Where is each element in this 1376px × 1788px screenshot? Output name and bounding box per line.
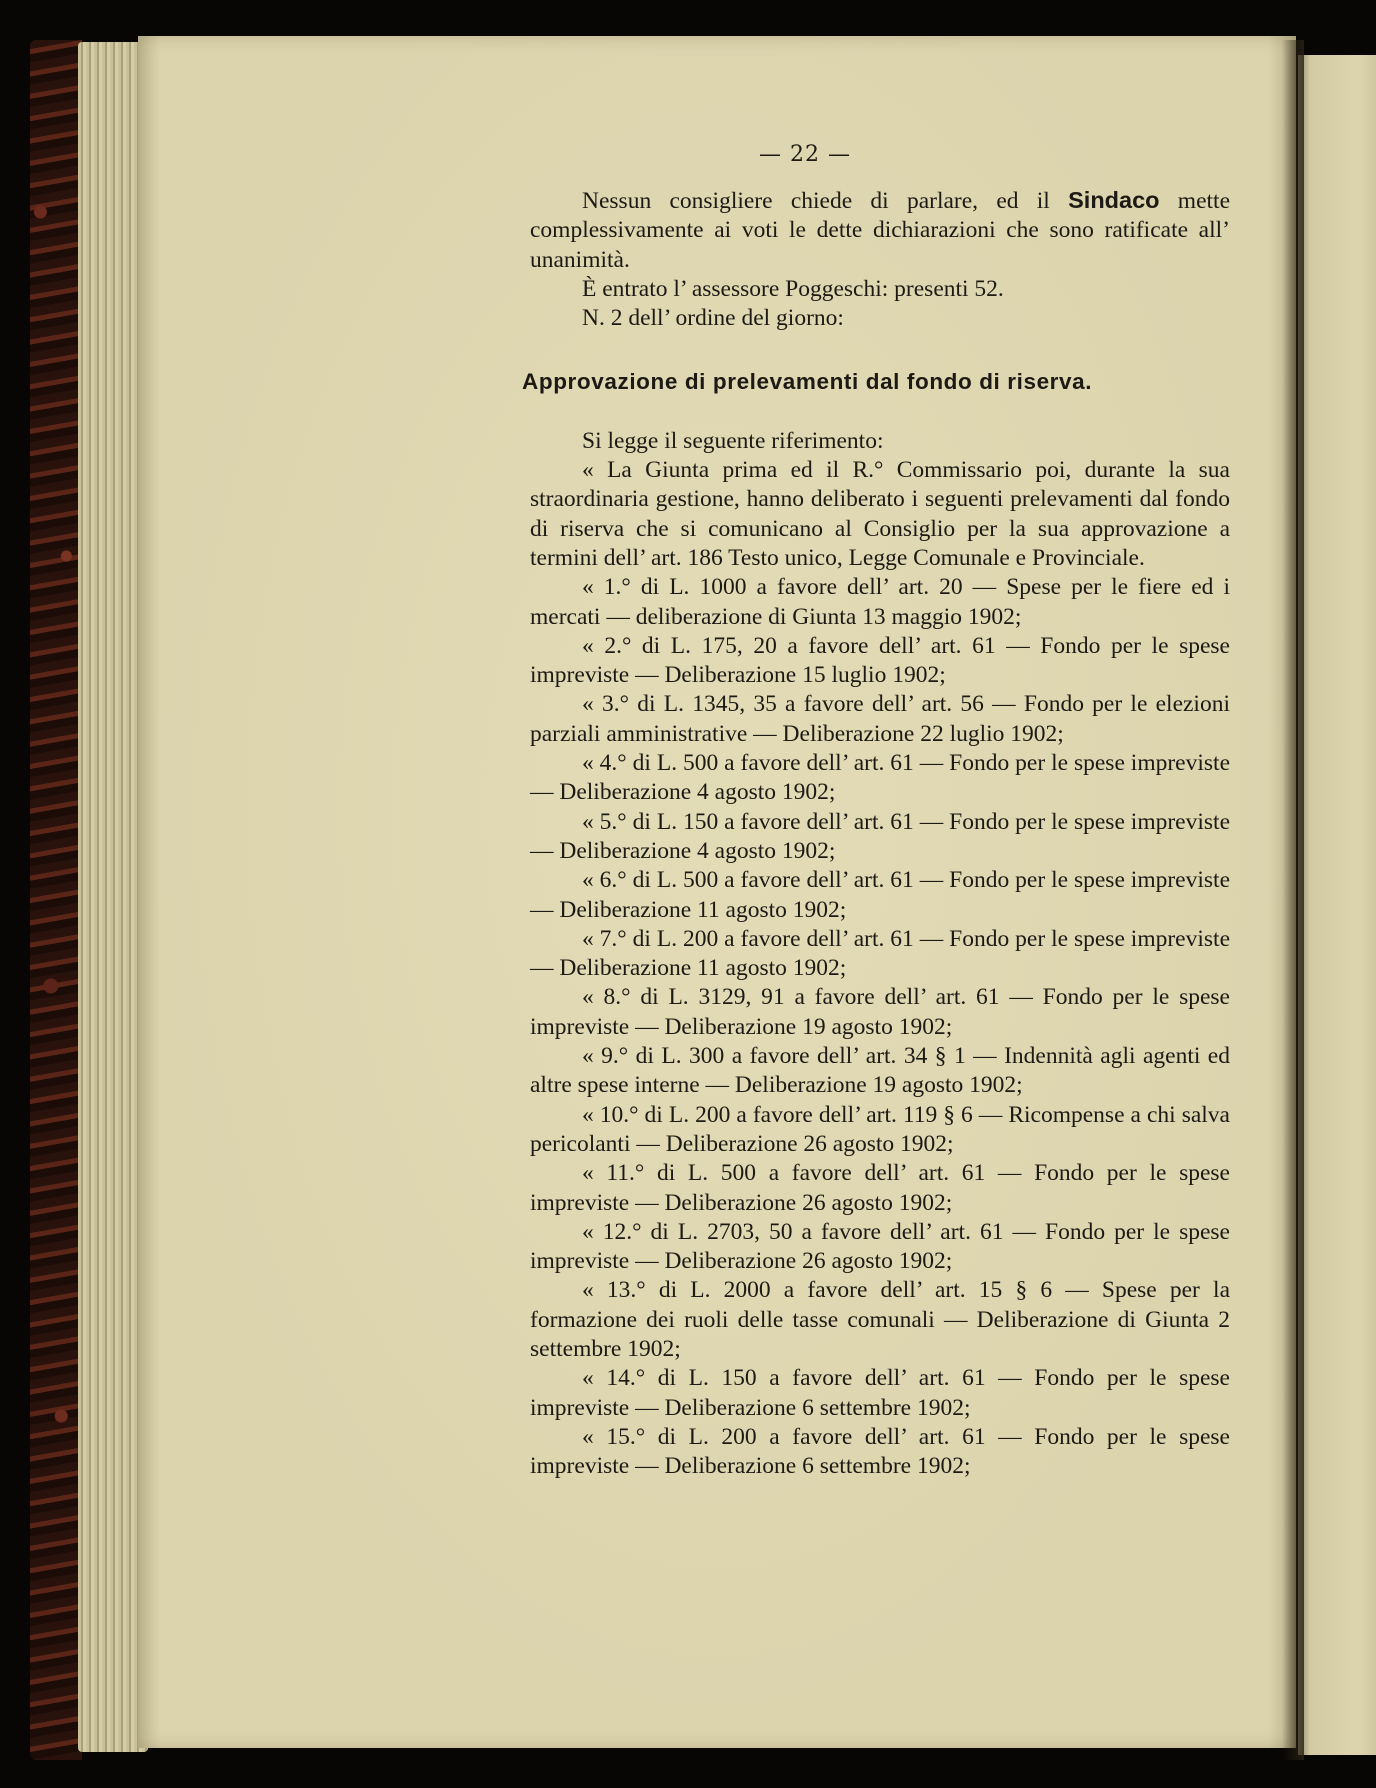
page-body bbox=[522, 186, 1230, 1481]
page-number: — 22 — bbox=[759, 142, 851, 167]
paragraph-reading: Si legge il seguente riferimento: bbox=[582, 427, 884, 454]
gutter-shadow bbox=[1282, 40, 1304, 1760]
list-item: « 10.° di L. 200 a favore dell’ art. 119 § 6 — Ricompense a chi salva pericolanti — Deliberazione 26 agosto 1902; bbox=[530, 1101, 1230, 1157]
list-item: « 9.° di L. 300 a favore dell’ art. 34 § 1 — Indennità agli agenti ed altre spese interne — Deliberazione 19 agosto 1902; bbox=[530, 1043, 1230, 1099]
marbled-cover-edge bbox=[30, 40, 82, 1760]
section-heading: Approvazione di prelevamenti dal fondo di riserva. bbox=[522, 369, 1093, 395]
list-item: « 8.° di L. 3129, 91 a favore dell’ art. 61 — Fondo per le spese impreviste — Deliberazione 19 agosto 1902; bbox=[530, 984, 1230, 1040]
sindaco-word: Sindaco bbox=[1068, 187, 1160, 213]
list-item: « 6.° di L. 500 a favore dell’ art. 61 — Fondo per le spese impreviste — Deliberazione 11 agosto 1902; bbox=[530, 867, 1230, 923]
list-item: « 7.° di L. 200 a favore dell’ art. 61 — Fondo per le spese impreviste — Deliberazione 11 agosto 1902; bbox=[530, 925, 1230, 982]
list-item: « 14.° di L. 150 a favore dell’ art. 61 — Fondo per le spese impreviste — Deliberazione 6 settembre 1902; bbox=[530, 1365, 1230, 1421]
paragraph-assessore: È entrato l’ assessore Poggeschi: presenti 52. bbox=[582, 275, 1004, 302]
list-item: « 12.° di L. 2703, 50 a favore dell’ art. 61 — Fondo per le spese impreviste — Deliberazione 26 agosto 1902; bbox=[530, 1218, 1230, 1275]
list-item: « 5.° di L. 150 a favore dell’ art. 61 — Fondo per le spese impreviste — Deliberazione 4 agosto 1902; bbox=[530, 808, 1230, 864]
facing-page-sliver bbox=[1298, 55, 1376, 1755]
list-item: « 1.° di L. 1000 a favore dell’ art. 20 — Spese per le fiere ed i mercati — deliberazione di Giunta 13 maggio 1902; bbox=[530, 574, 1230, 630]
paragraph-giunta: « La Giunta prima ed il R.° Commissario poi, durante la sua straordinaria gestione, hanno deliberato i seguenti prelevamenti dal fondo di riserva che si comunicano al Consiglio per la sua approvazione a termini dell’ art. 186 Testo unico, Legge Comunale e Provinciale. bbox=[530, 457, 1230, 571]
list-item: « 2.° di L. 175, 20 a favore dell’ art. 61 — Fondo per le spese impreviste — Deliberazione 15 luglio 1902; bbox=[530, 632, 1230, 689]
list-item: « 4.° di L. 500 a favore dell’ art. 61 — Fondo per le spese impreviste — Deliberazione 4 agosto 1902; bbox=[530, 750, 1230, 806]
paragraph-vote bbox=[530, 186, 1230, 275]
list-item: « 15.° di L. 200 a favore dell’ art. 61 — Fondo per le spese impreviste — Deliberazione 6 settembre 1902; bbox=[530, 1423, 1230, 1480]
paragraph-order: N. 2 dell’ ordine del giorno: bbox=[582, 305, 844, 332]
list-item: « 3.° di L. 1345, 35 a favore dell’ art. 56 — Fondo per le elezioni parziali amministrative — Deliberazione 22 luglio 1902; bbox=[530, 691, 1230, 747]
paragraph-text: mette complessivamente ai voti le dette dichiarazioni che sono ratificate all’ unanimità. bbox=[530, 188, 1230, 273]
paragraph-text: Nessun consigliere chiede di parlare, ed il bbox=[582, 188, 1069, 214]
list-item: « 11.° di L. 500 a favore dell’ art. 61 — Fondo per le spese impreviste — Deliberazione 26 agosto 1902; bbox=[530, 1160, 1230, 1216]
list-item: « 13.° di L. 2000 a favore dell’ art. 15 § 6 — Spese per la formazione dei ruoli delle tasse comunali — Deliberazione di Giunta 2 settembre 1902; bbox=[530, 1277, 1230, 1362]
